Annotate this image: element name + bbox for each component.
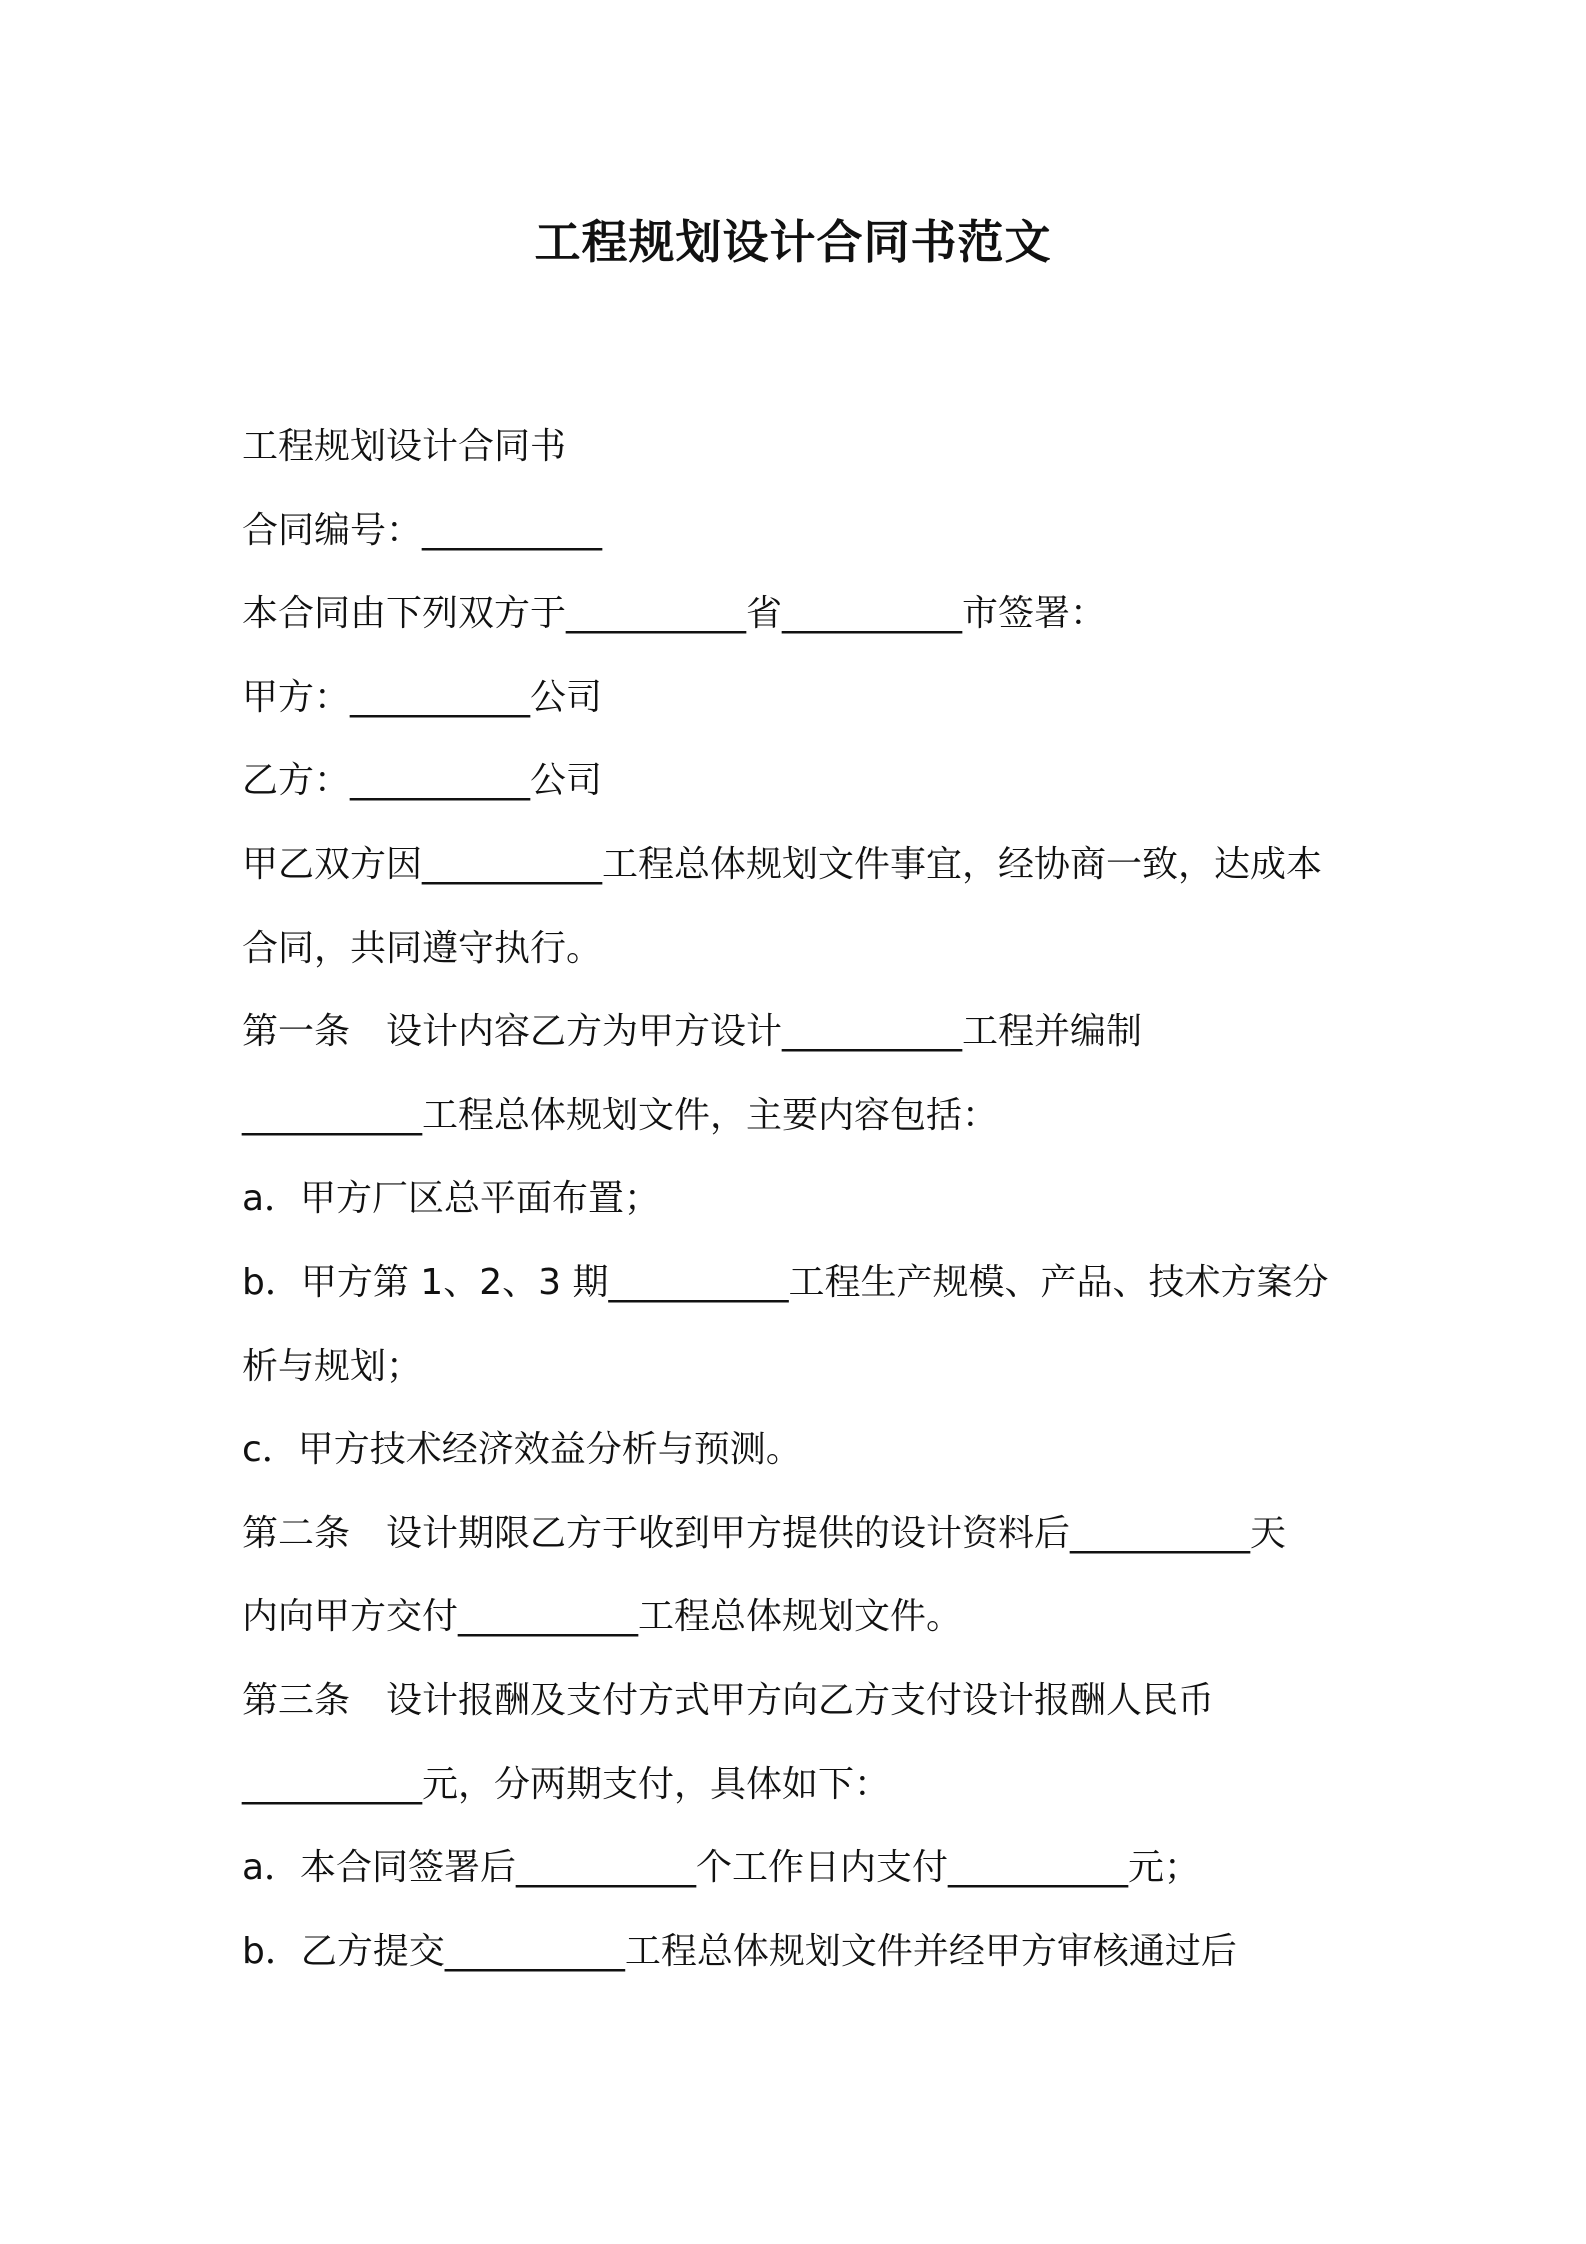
- article-1-item-a: a．甲方厂区总平面布置；: [242, 1178, 661, 1220]
- party-b-line: 乙方：__________公司: [242, 760, 603, 802]
- article-2-text: 设计期限乙方于收到甲方提供的设计资料后__________天: [386, 1512, 1287, 1554]
- party-a-line: 甲方：__________公司: [242, 676, 603, 718]
- article-3-line-1: [242, 1659, 1352, 1743]
- article-3-label: 第三条: [242, 1679, 351, 1721]
- article-1-item-b-line-2: 析与规划；: [242, 1345, 423, 1387]
- article-1-item-b-line-1: b．甲方第 1、2、3 期__________工程生产规模、产品、技术方案分: [242, 1261, 1329, 1303]
- preamble-line-2: 合同，共同遵守执行。: [242, 927, 603, 969]
- contract-heading: 工程规划设计合同书: [242, 426, 567, 467]
- contract-number-line: 合同编号：__________: [242, 509, 603, 551]
- article-3-item-b: b．乙方提交__________工程总体规划文件并经甲方审核通过后: [242, 1930, 1237, 1972]
- signing-place-line: 本合同由下列双方于__________省__________市签署：: [242, 593, 1107, 635]
- article-3-line-2: __________元，分两期支付，具体如下：: [242, 1763, 891, 1805]
- article-2-line-2: 内向甲方交付__________工程总体规划文件。: [242, 1596, 963, 1638]
- article-1-item-c: c．甲方技术经济效益分析与预测。: [242, 1429, 802, 1471]
- article-2-line-1: [242, 1492, 1352, 1576]
- article-1-text: 设计内容乙方为甲方设计__________工程并编制: [386, 1011, 1143, 1053]
- document-title: 工程规划设计合同书范文: [534, 215, 1052, 269]
- document-body: [242, 405, 1352, 1993]
- article-1-label: 第一条: [242, 1011, 351, 1053]
- article-3-item-a: a．本合同签署后__________个工作日内支付__________元；: [242, 1847, 1201, 1889]
- preamble-line-1: 甲乙双方因__________工程总体规划文件事宜，经协商一致，达成本: [242, 843, 1323, 885]
- article-1-line-1: [242, 990, 1352, 1074]
- article-2-label: 第二条: [242, 1512, 351, 1554]
- article-1-line-2: __________工程总体规划文件，主要内容包括：: [242, 1094, 999, 1136]
- article-3-text: 设计报酬及支付方式甲方向乙方支付设计报酬人民币: [386, 1679, 1215, 1721]
